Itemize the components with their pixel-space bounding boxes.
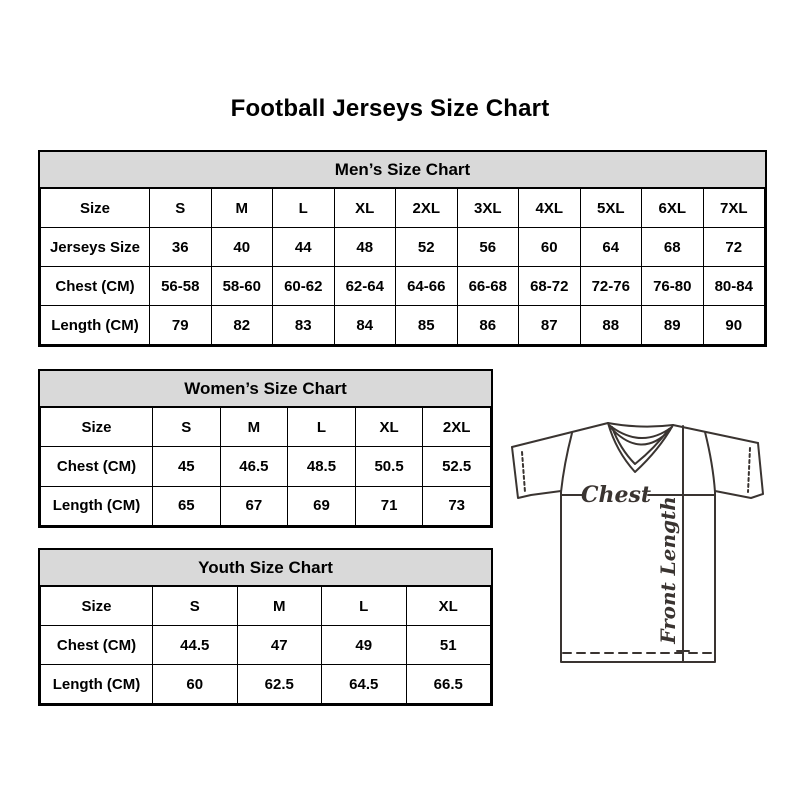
size-header-cell: Size (41, 587, 153, 626)
value-cell: 44 (273, 228, 335, 267)
right-armhole-seam (705, 432, 715, 492)
value-cell: 76-80 (642, 267, 704, 306)
size-header-cell: 2XL (396, 189, 458, 228)
value-cell: 67 (220, 486, 288, 525)
right-cuff-dashed-line (748, 448, 750, 492)
value-cell: 45 (153, 447, 221, 486)
row-label-cell: Length (CM) (41, 486, 153, 525)
mens-chart-title: Men’s Size Chart (40, 152, 765, 188)
value-cell: 85 (396, 306, 458, 345)
neck-top-line (608, 423, 673, 427)
value-cell: 90 (703, 306, 765, 345)
mens-size-chart-section (38, 150, 767, 347)
row-label-cell: Chest (CM) (41, 626, 153, 665)
value-cell: 47 (237, 626, 322, 665)
value-cell: 60 (519, 228, 581, 267)
value-cell: 79 (150, 306, 212, 345)
right-sleeve-outline (715, 443, 763, 498)
table-row (41, 267, 765, 306)
value-cell: 52.5 (423, 447, 491, 486)
size-header-cell: Size (41, 408, 153, 447)
body-outline (561, 492, 715, 662)
table-row (41, 665, 491, 704)
size-header-cell: 7XL (703, 189, 765, 228)
size-header-cell: M (237, 587, 322, 626)
value-cell: 49 (322, 626, 407, 665)
value-cell: 46.5 (220, 447, 288, 486)
row-label-cell: Length (CM) (41, 306, 150, 345)
value-cell: 56-58 (150, 267, 212, 306)
value-cell: 48.5 (288, 447, 356, 486)
value-cell: 84 (334, 306, 396, 345)
value-cell: 58-60 (211, 267, 273, 306)
mens-size-table (40, 188, 765, 345)
value-cell: 87 (519, 306, 581, 345)
value-cell: 72 (703, 228, 765, 267)
value-cell: 83 (273, 306, 335, 345)
value-cell: 82 (211, 306, 273, 345)
womens-chart-title: Women’s Size Chart (40, 371, 491, 407)
size-header-cell: XL (334, 189, 396, 228)
size-header-cell: M (220, 408, 288, 447)
value-cell: 60-62 (273, 267, 335, 306)
table-row (41, 447, 491, 486)
front-length-measure-label: Front Length (656, 496, 680, 644)
value-cell: 66-68 (457, 267, 519, 306)
value-cell: 88 (580, 306, 642, 345)
value-cell: 89 (642, 306, 704, 345)
womens-size-chart-section (38, 369, 493, 528)
value-cell: 69 (288, 486, 356, 525)
size-header-cell: L (322, 587, 407, 626)
table-row (41, 408, 491, 447)
chest-measure-label: Chest (580, 482, 652, 508)
value-cell: 64-66 (396, 267, 458, 306)
value-cell: 62-64 (334, 267, 396, 306)
jersey-measurement-diagram (502, 402, 778, 678)
size-header-cell: 5XL (580, 189, 642, 228)
value-cell: 72-76 (580, 267, 642, 306)
value-cell: 44.5 (153, 626, 238, 665)
value-cell: 68-72 (519, 267, 581, 306)
size-header-cell: 2XL (423, 408, 491, 447)
value-cell: 66.5 (406, 665, 491, 704)
value-cell: 60 (153, 665, 238, 704)
table-row (41, 626, 491, 665)
left-armhole-seam (561, 433, 572, 492)
value-cell: 64.5 (322, 665, 407, 704)
size-header-cell: S (150, 189, 212, 228)
value-cell: 68 (642, 228, 704, 267)
value-cell: 52 (396, 228, 458, 267)
page-title: Football Jerseys Size Chart (230, 95, 550, 122)
value-cell: 40 (211, 228, 273, 267)
size-header-cell: Size (41, 189, 150, 228)
size-header-cell: 3XL (457, 189, 519, 228)
left-cuff-dashed-line (522, 452, 525, 492)
youth-size-chart-section (38, 548, 493, 706)
youth-chart-title: Youth Size Chart (40, 550, 491, 586)
value-cell: 62.5 (237, 665, 322, 704)
youth-size-table (40, 586, 491, 704)
table-row (41, 486, 491, 525)
womens-size-table (40, 407, 491, 526)
left-shoulder-line (512, 423, 608, 447)
table-row (41, 587, 491, 626)
value-cell: 65 (153, 486, 221, 525)
value-cell: 36 (150, 228, 212, 267)
value-cell: 71 (355, 486, 423, 525)
value-cell: 64 (580, 228, 642, 267)
size-header-cell: 4XL (519, 189, 581, 228)
table-row (41, 228, 765, 267)
row-label-cell: Jerseys Size (41, 228, 150, 267)
value-cell: 50.5 (355, 447, 423, 486)
size-header-cell: M (211, 189, 273, 228)
size-header-cell: XL (406, 587, 491, 626)
value-cell: 51 (406, 626, 491, 665)
row-label-cell: Chest (CM) (41, 447, 153, 486)
table-row (41, 189, 765, 228)
size-header-cell: XL (355, 408, 423, 447)
row-label-cell: Length (CM) (41, 665, 153, 704)
size-header-cell: L (273, 189, 335, 228)
size-header-cell: S (153, 587, 238, 626)
value-cell: 80-84 (703, 267, 765, 306)
value-cell: 86 (457, 306, 519, 345)
size-header-cell: 6XL (642, 189, 704, 228)
size-header-cell: L (288, 408, 356, 447)
row-label-cell: Chest (CM) (41, 267, 150, 306)
value-cell: 73 (423, 486, 491, 525)
right-shoulder-line (673, 425, 758, 443)
left-sleeve-outline (512, 447, 561, 498)
table-row (41, 306, 765, 345)
value-cell: 48 (334, 228, 396, 267)
value-cell: 56 (457, 228, 519, 267)
size-header-cell: S (153, 408, 221, 447)
